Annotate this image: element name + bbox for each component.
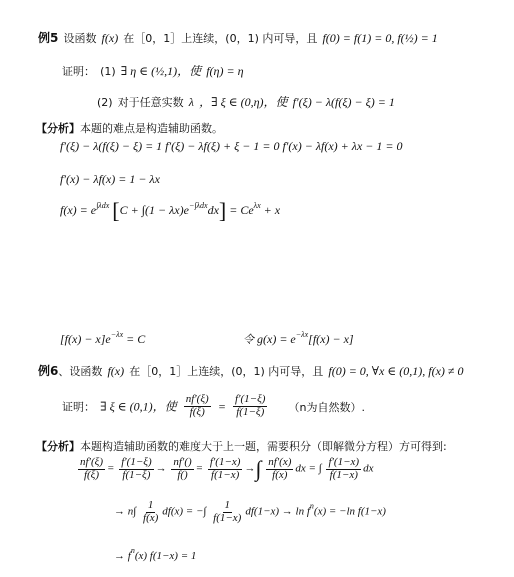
frac-den: f(1−ξ) xyxy=(122,468,151,481)
eq3-exp3: λx xyxy=(253,200,261,210)
r2-frac2 xyxy=(211,500,243,524)
r1-frac3 xyxy=(171,457,193,481)
integral-eq: = ∫ xyxy=(308,462,322,475)
r2-c: df(1−x) → ln f xyxy=(245,505,310,518)
frac-num: f′(1−x) xyxy=(209,456,241,468)
r3-a: → f xyxy=(114,550,131,562)
eq4-exp2: −λx xyxy=(295,330,309,339)
frac-num: nf′(x) xyxy=(268,456,292,468)
ex5-proof-label: 证明： xyxy=(62,65,95,78)
frac-den: f() xyxy=(177,468,188,481)
r2-frac1 xyxy=(141,500,160,524)
ex6-note: （n为自然数）. xyxy=(288,400,365,414)
ex6-label: 例6 xyxy=(38,364,59,378)
ex5-statement xyxy=(38,27,438,46)
eq4-exp: −λx xyxy=(110,330,124,339)
dx: dx xyxy=(295,462,306,475)
analysis6-row2 xyxy=(114,500,386,524)
r3-sup: n xyxy=(130,546,135,555)
frac-den: f(1−x) xyxy=(213,511,242,524)
eq4-b: = C xyxy=(126,332,146,346)
frac-den: f(ξ) xyxy=(83,468,100,481)
analysis5-eq4-left xyxy=(60,330,145,346)
r3-b: (x) f(1−x) = 1 xyxy=(134,550,197,562)
ex5-item2-num: (2) xyxy=(97,96,113,109)
ex5-condition: f(0) = f(1) = 0, f(½) = 1 xyxy=(322,31,438,45)
analysis5-label: 【分析】 xyxy=(36,122,80,135)
analysis6-row3 xyxy=(114,546,196,563)
ex5-label: 例5 xyxy=(38,31,59,45)
eq3-tail: + x xyxy=(263,202,281,217)
frac-den: f(x) xyxy=(272,468,288,481)
frac-num: nf′() xyxy=(173,456,192,468)
frac-den: f(x) xyxy=(143,511,159,524)
ex5-lambda: λ xyxy=(188,95,194,109)
ex5-item1-b: f(η) = η xyxy=(206,64,244,78)
frac-num: f′(1−ξ) xyxy=(235,393,266,405)
eq3-rhs: = Ce xyxy=(229,202,254,217)
ex5-item2-a: 对于任意实数 xyxy=(117,96,184,109)
ex6-rhs-frac xyxy=(233,394,267,418)
analysis5-eq4-right xyxy=(243,330,354,346)
analysis5-eq2: f′(x) − λf(x) = 1 − λx xyxy=(60,172,160,186)
eq4-e: [f(x) − x] xyxy=(308,332,354,346)
analysis6-text: 本题构造辅助函数的难度大于上一题，需要积分（即解微分方程）方可得到: xyxy=(80,440,447,453)
ex6-fx: f(x) xyxy=(107,364,125,378)
ex6-stmt-a: 、设函数 xyxy=(58,365,103,378)
analysis6-label: 【分析】 xyxy=(36,440,80,453)
ex5-item2-eq: f′(ξ) − λ(f(ξ) − ξ) = 1 xyxy=(292,95,395,109)
ex5-item2-b: ，∃ ξ ∈ (0,η)，使 xyxy=(199,95,288,109)
r2-b: df(x) = −∫ xyxy=(162,505,207,518)
eq4-a: [f(x) − x]e xyxy=(60,332,111,346)
frac-num: 1 xyxy=(224,499,230,511)
analysis5-eq3 xyxy=(60,200,280,222)
dx: dx xyxy=(363,462,374,475)
r1-frac4 xyxy=(208,457,243,481)
r1-frac6 xyxy=(326,457,361,481)
frac-num: nf′(ξ) xyxy=(80,456,103,468)
left-bracket: [ xyxy=(112,198,120,223)
ex5-item1-a: ∃ η ∈ (½,1)，使 xyxy=(120,64,202,78)
frac-num: f′(1−ξ) xyxy=(121,456,152,468)
frac-num: f′(1−x) xyxy=(328,456,360,468)
ex5-proof-item2 xyxy=(97,91,395,110)
frac-den: f(1−x) xyxy=(329,468,358,481)
analysis5-header xyxy=(36,117,223,136)
r2-d: (x) = −ln f(1−x) xyxy=(313,505,386,518)
frac-den: f(ξ) xyxy=(189,405,205,418)
eq3-mid: C + ∫(1 − λx)e xyxy=(119,202,189,217)
ex6-proof-a: ∃ ξ ∈ (0,1)，使 xyxy=(100,399,177,414)
eq3-exp2: −∫λdx xyxy=(188,200,208,210)
ex5-fx: f(x) xyxy=(101,31,119,45)
frac-num: 1 xyxy=(147,499,154,511)
eq3-dx: dx xyxy=(207,202,219,217)
analysis6-header xyxy=(36,435,447,454)
analysis6-row1: $\frac{nf'(\xi)}{f(\xi)}$ = $\frac{f'(1-\xi)}{f(1-\xi)}$ → $\frac{nf'()}{f()}$ = $\frac{f'(1-x)}{f(1-x)}$ →∫ $\frac{nf'(x)}{f(x)}$ dx = ∫ $\frac{f'(1-x)}{f(1-x)}$ dx xyxy=(80,456,374,482)
ex6-lhs-frac xyxy=(184,394,211,418)
ex6-stmt-b: 在［0，1］上连续，(0，1) 内可导，且 xyxy=(129,365,324,378)
eq4-c: 令 xyxy=(243,333,254,346)
r1-frac1 xyxy=(78,457,105,481)
r1-frac2 xyxy=(119,457,153,481)
analysis5-text: 本题的难点是构造辅助函数。 xyxy=(80,122,223,135)
eq3-exp1: ∫λdx xyxy=(96,200,110,210)
ex6-proof: 证明： ∃ ξ ∈ (0,1)，使 $\frac{nf'(\xi)}{f(\xi)}$ = $\frac{f'(1-\xi)}{f(1-\xi)}$ （n为自然数）. xyxy=(62,393,365,418)
analysis5-eq1: f′(ξ) − λ(f(ξ) − ξ) = 1 f′(ξ) − λf(ξ) + ξ − 1 = 0 f′(x) − λf(x) + λx − 1 = 0 xyxy=(60,139,403,153)
frac-num: nf′(ξ) xyxy=(185,393,209,405)
ex5-stmt-b: 在［0，1］上连续，(0，1) 内可导，且 xyxy=(123,32,318,45)
r2-a: → n∫ xyxy=(114,505,137,518)
eq4-d: g(x) = e xyxy=(257,332,296,346)
frac-den: f(1−x) xyxy=(211,468,240,481)
r2-sup: n xyxy=(309,501,314,511)
ex5-proof-item1 xyxy=(62,60,244,79)
eq3-lhs: f(x) = e xyxy=(60,202,97,217)
frac-den: f(1−ξ) xyxy=(236,405,265,418)
ex5-stmt-a: 设函数 xyxy=(63,32,97,45)
ex6-proof-label: 证明： xyxy=(62,400,95,414)
integral-sign: ∫ xyxy=(255,456,262,482)
ex6-statement xyxy=(38,360,463,379)
right-bracket: ] xyxy=(218,198,227,223)
ex5-item1-num: (1) xyxy=(100,65,116,78)
ex6-condition: f(0) = 0, ∀x ∈ (0,1), f(x) ≠ 0 xyxy=(328,364,464,378)
r1-frac5 xyxy=(266,457,293,481)
